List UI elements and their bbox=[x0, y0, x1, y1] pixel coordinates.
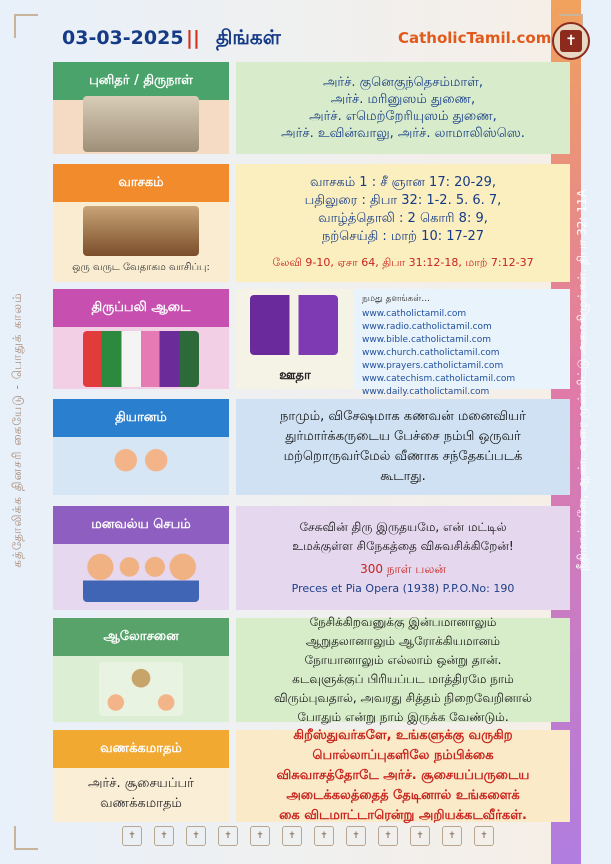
sites-list bbox=[354, 289, 570, 397]
month-title bbox=[53, 774, 229, 814]
meditation-line: நாமும், விசேஷமாக கணவன் மனைவியர் bbox=[280, 409, 526, 424]
vestments-image bbox=[83, 331, 199, 387]
saint-line: அர்ச். உவின்வாலு, அர்ச். லாமாலிஸ்ஸெ. bbox=[281, 126, 525, 141]
saint-line: அர்ச். எமெற்றேரியுஸம் துணை, bbox=[309, 109, 497, 124]
site-link[interactable]: www.catechism.catholictamil.com bbox=[362, 374, 516, 384]
bottom-icon-menu bbox=[122, 826, 494, 846]
menu-icon[interactable]: ✝ bbox=[218, 826, 238, 846]
site-logo[interactable] bbox=[552, 22, 590, 60]
meditation-label: தியானம் bbox=[53, 399, 229, 437]
children-reading-image bbox=[103, 441, 179, 489]
counsel-line: போதும் என்று நாம் இருக்க வேண்டும். bbox=[297, 710, 509, 724]
menu-icon[interactable]: ✝ bbox=[186, 826, 206, 846]
side-verse-right: நீதிமான்களே, ஆண்டவரை முன்னிட்டு அகமகிழுங்கள். திபா 32: 11A bbox=[575, 189, 589, 571]
page-day: திங்கள் bbox=[216, 25, 281, 49]
site-link[interactable]: www.radio.catholictamil.com bbox=[362, 322, 492, 332]
yearly-reading-caption: ஒரு வருட வேதாகம வாசிப்பு: bbox=[72, 262, 210, 273]
month-line: அடைக்கலத்தைத் தேடினால் உங்களைக் bbox=[286, 788, 520, 803]
prayer-content bbox=[236, 506, 570, 610]
sites-heading: நமது தளங்கள்... bbox=[362, 294, 431, 304]
date-separator: || bbox=[186, 27, 200, 49]
month-title-line: அர்ச். சூசையப்பர் bbox=[88, 776, 194, 791]
counsel-content bbox=[236, 615, 570, 724]
menu-icon[interactable]: ✝ bbox=[154, 826, 174, 846]
month-line: விசுவாசத்தோடே அர்ச். சூசையப்பருடைய bbox=[276, 768, 530, 783]
month-section bbox=[53, 730, 570, 822]
reading-line: நற்செய்தி : மாற் 10: 17-27 bbox=[321, 229, 484, 244]
saint-line: அர்ச். மரினுஸம் துணை, bbox=[330, 92, 476, 107]
church-image bbox=[83, 96, 199, 152]
counsel-line: ஆறுதலானாலும் ஆரோக்கியமானம் bbox=[305, 634, 501, 648]
counsel-line: கடவுளுக்குப் பிரியப்பட மாத்திரமே நாம் bbox=[292, 672, 514, 686]
bible-cross-icon: ✝ bbox=[560, 30, 582, 52]
meditation-line: துர்மார்க்கருடைய பேச்சை நம்பி ஒருவர் bbox=[285, 429, 521, 444]
menu-icon[interactable]: ✝ bbox=[346, 826, 366, 846]
bible-image bbox=[83, 206, 199, 256]
indulgence: 300 நாள் பலன் bbox=[360, 562, 446, 576]
menu-icon[interactable]: ✝ bbox=[442, 826, 462, 846]
meditation-line: மற்றொருவர்மேல் வீணாக சந்தேகப்படக் bbox=[283, 449, 523, 464]
site-link[interactable]: www.catholictamil.com bbox=[362, 309, 467, 319]
site-link[interactable]: www.church.catholictamil.com bbox=[362, 348, 500, 358]
site-link[interactable]: CatholicTamil.com bbox=[398, 29, 552, 47]
side-title-left: கத்தோலிக்க தினசரி கையேடு - பொதுக் காலம் bbox=[10, 292, 24, 568]
saints-label: புனிதர் / திருநாள் bbox=[53, 62, 229, 100]
counsel-section bbox=[53, 615, 570, 724]
site-link[interactable]: www.bible.catholictamil.com bbox=[362, 335, 491, 345]
saints-content bbox=[236, 62, 570, 154]
family-praying-image bbox=[83, 548, 199, 602]
counsel-label: ஆலோசனை bbox=[53, 618, 229, 656]
readings-content bbox=[236, 164, 570, 282]
menu-icon[interactable]: ✝ bbox=[378, 826, 398, 846]
month-content bbox=[236, 730, 570, 822]
counsel-line: விரும்புவதால், அவரது சித்தம் நிறைவேறினால் bbox=[274, 691, 532, 705]
month-line: கை விடமாட்டாரென்று அறியக்கடவீர்கள். bbox=[279, 808, 527, 823]
prayer-line: உமக்குள்ள சிநேகத்தை விசுவசிக்கிறேன்! bbox=[292, 539, 514, 553]
saint-line: அர்ச். குனெகுந்தெசம்மாள், bbox=[322, 75, 484, 90]
site-link[interactable]: www.prayers.catholictamil.com bbox=[362, 361, 504, 371]
month-line: கிறீஸ்துவர்களே, உங்களுக்கு வருகிற bbox=[293, 728, 513, 743]
yearly-reading: லேவி 9-10, ஏசா 64, திபா 31:12-18, மாற் 7:12-37 bbox=[272, 256, 534, 269]
purple-vestment-icon bbox=[250, 295, 338, 355]
menu-icon[interactable]: ✝ bbox=[474, 826, 494, 846]
menu-icon[interactable]: ✝ bbox=[282, 826, 302, 846]
prayer-source: Preces et Pia Opera (1938) P.P.O.No: 190 bbox=[291, 582, 515, 595]
counsel-line: நோயானாலும் எல்லாம் ஒன்று தான். bbox=[304, 653, 502, 667]
month-title-line: வணக்கமாதம் bbox=[100, 796, 182, 811]
readings-label: வாசகம் bbox=[53, 164, 229, 202]
reading-line: வாசகம் 1 : சீ ஞான 17: 20-29, bbox=[309, 175, 497, 190]
saints-section bbox=[53, 62, 570, 154]
vestment-label: திருப்பலி ஆடை bbox=[53, 289, 229, 327]
site-link[interactable]: www.daily.catholictamil.com bbox=[362, 387, 490, 397]
jesus-children-image bbox=[99, 662, 183, 716]
readings-section bbox=[53, 164, 570, 282]
corner-ornament bbox=[14, 826, 38, 850]
prayer-label: மனவல்ய செபம் bbox=[53, 506, 229, 544]
month-line: பொல்லாப்புகளிலே நம்பிக்கை bbox=[312, 748, 494, 763]
menu-icon[interactable]: ✝ bbox=[122, 826, 142, 846]
meditation-section bbox=[53, 399, 570, 495]
meditation-content bbox=[236, 399, 570, 495]
counsel-line: நேசிக்கிறவனுக்கு இன்பமானாலும் bbox=[309, 615, 497, 629]
menu-icon[interactable]: ✝ bbox=[250, 826, 270, 846]
menu-icon[interactable]: ✝ bbox=[410, 826, 430, 846]
prayer-section bbox=[53, 506, 570, 610]
vestment-color-name: ஊதா bbox=[279, 368, 311, 383]
reading-line: பதிலுரை : திபா 32: 1-2. 5. 6. 7, bbox=[304, 193, 502, 208]
reading-line: வாழ்த்தொலி : 2 கொரி 8: 9, bbox=[318, 211, 488, 226]
meditation-line: கூடாது. bbox=[380, 469, 426, 484]
prayer-line: சேசுவின் திரு இருதயமே, என் மட்டில் bbox=[299, 520, 507, 534]
page-date: 03-03-2025 bbox=[62, 27, 184, 49]
vestment-color-box bbox=[236, 289, 354, 389]
month-label: வணக்கமாதம் bbox=[53, 730, 229, 768]
corner-ornament bbox=[14, 14, 38, 38]
menu-icon[interactable]: ✝ bbox=[314, 826, 334, 846]
vestment-section bbox=[53, 289, 570, 397]
